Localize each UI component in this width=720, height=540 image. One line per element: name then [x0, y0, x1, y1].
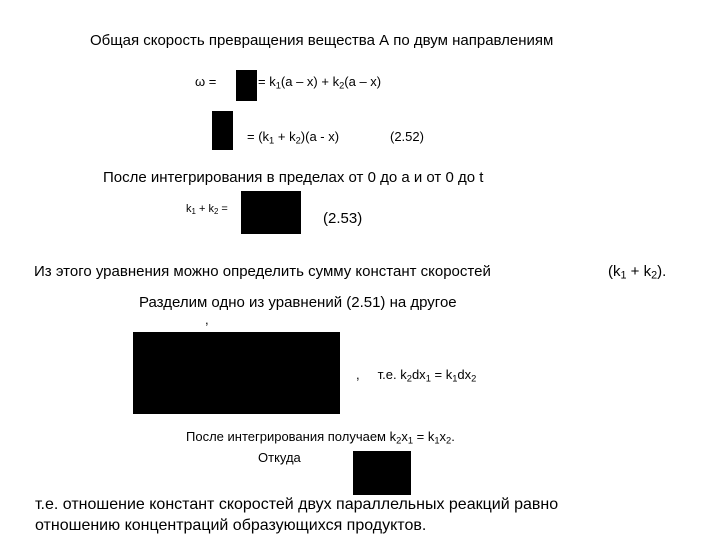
sum-note: Из этого уравнения можно определить сумму констант скоростей: [34, 263, 491, 280]
eq3-lhs: $k_1 + k_2$ =: [186, 203, 228, 216]
eq2-rhs: = $(k_1 + k_2)(a - x)$: [247, 129, 340, 146]
eq1-lhs: ω =: [195, 74, 217, 89]
eq1-rhs: = $k_1(a - x) + k_2(a - x)$: [258, 74, 382, 91]
formula-image-4: [133, 332, 340, 414]
divide-note: Разделим одно из уравнений (2.51) на другое: [139, 294, 457, 311]
conclusion-line-1: т.е. отношение констант скоростей двух параллельных реакций равно: [35, 496, 559, 513]
comma-mark: ,: [205, 312, 209, 327]
after-integration: После интегрирования получаем $k_2x_1 = k_1x_2$.: [186, 429, 455, 446]
eq3-number: (2.53): [323, 210, 363, 227]
whence: Откуда: [258, 450, 301, 465]
eq2-number: (2.52): [390, 129, 424, 144]
conclusion-line-2: отношению концентраций образующихся продуктов.: [35, 517, 427, 534]
formula-image-2: [212, 111, 233, 150]
formula-image-3: [241, 191, 301, 234]
formula-image-5: [353, 451, 411, 495]
page-title: Общая скорость превращения вещества А по двум направлениям: [90, 32, 554, 49]
integration-note: После интегрирования в пределах от 0 до а и от 0 до t: [103, 169, 484, 186]
ratio-eq: , т.е. $k_2dx_1 = k_1dx_2$: [356, 367, 477, 384]
formula-image-1: [236, 70, 257, 101]
sum-note-expr: $(k_1 + k_2)$.: [608, 263, 667, 282]
